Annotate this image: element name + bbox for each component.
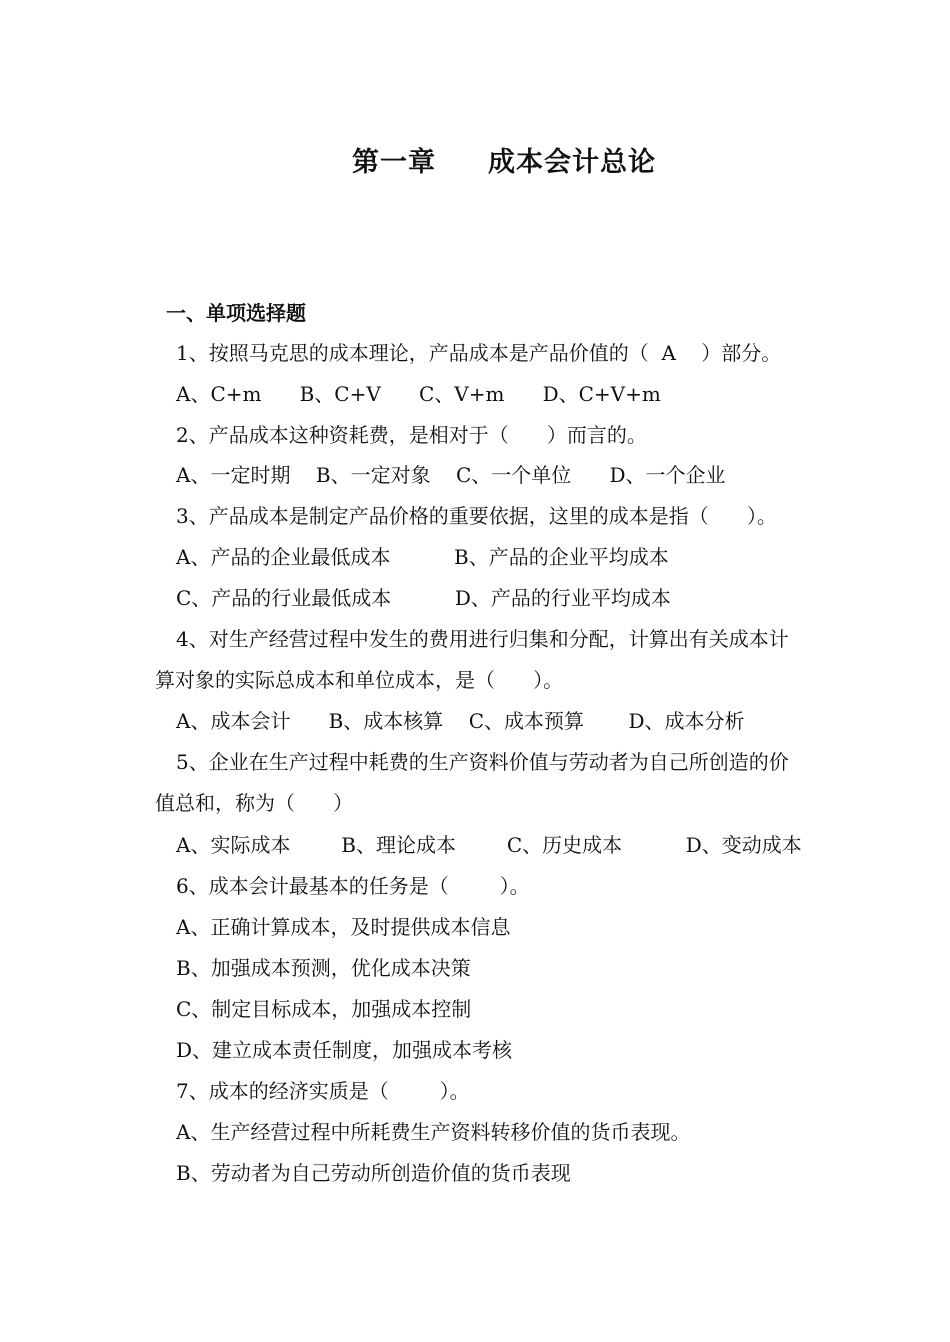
question-1-options: A、C+m B、C+V C、V+m D、C+V+m: [176, 382, 661, 406]
question-2-options: A、一定时期 B、一定对象 C、一个单位 D、一个企业: [176, 463, 726, 487]
question-5-options: A、实际成本 B、理论成本 C、历史成本 D、变动成本: [176, 833, 802, 857]
question-6-option-a: A、正确计算成本，及时提供成本信息: [176, 915, 511, 939]
section-heading: 一、单项选择题: [166, 301, 306, 325]
question-4-options: A、成本会计 B、成本核算 C、成本预算 D、成本分析: [176, 709, 745, 733]
question-3: 3、产品成本是制定产品价格的重要依据，这里的成本是指（ ）。: [176, 504, 777, 528]
question-3-options-ab: A、产品的企业最低成本 B、产品的企业平均成本: [176, 545, 669, 569]
question-6-option-c: C、制定目标成本，加强成本控制: [176, 997, 472, 1021]
question-1: 1、按照马克思的成本理论，产品成本是产品价值的（ A ）部分。: [176, 341, 782, 365]
question-6-option-d: D、建立成本责任制度，加强成本考核: [176, 1038, 513, 1062]
question-7-option-b: B、劳动者为自己劳动所创造价值的货币表现: [176, 1161, 571, 1185]
question-2: 2、产品成本这种资耗费，是相对于（ ）而言的。: [176, 423, 647, 447]
question-4-line-2: 算对象的实际总成本和单位成本，是（ ）。: [155, 668, 564, 692]
question-5-line-2: 值总和，称为（ ）: [155, 791, 354, 815]
question-6: 6、成本会计最基本的任务是（ ）。: [176, 874, 530, 898]
question-6-option-b: B、加强成本预测，优化成本决策: [176, 956, 471, 980]
question-7-option-a: A、生产经营过程中所耗费生产资料转移价值的货币表现。: [176, 1120, 691, 1144]
question-4-line-1: 4、对生产经营过程中发生的费用进行归集和分配，计算出有关成本计: [176, 627, 789, 651]
question-5-line-1: 5、企业在生产过程中耗费的生产资料价值与劳动者为自己所创造的价: [176, 750, 789, 774]
question-7: 7、成本的经济实质是（ ）。: [176, 1079, 470, 1103]
chapter-title: 第一章 成本会计总论: [352, 147, 656, 178]
question-3-options-cd: C、产品的行业最低成本 D、产品的行业平均成本: [176, 586, 671, 610]
